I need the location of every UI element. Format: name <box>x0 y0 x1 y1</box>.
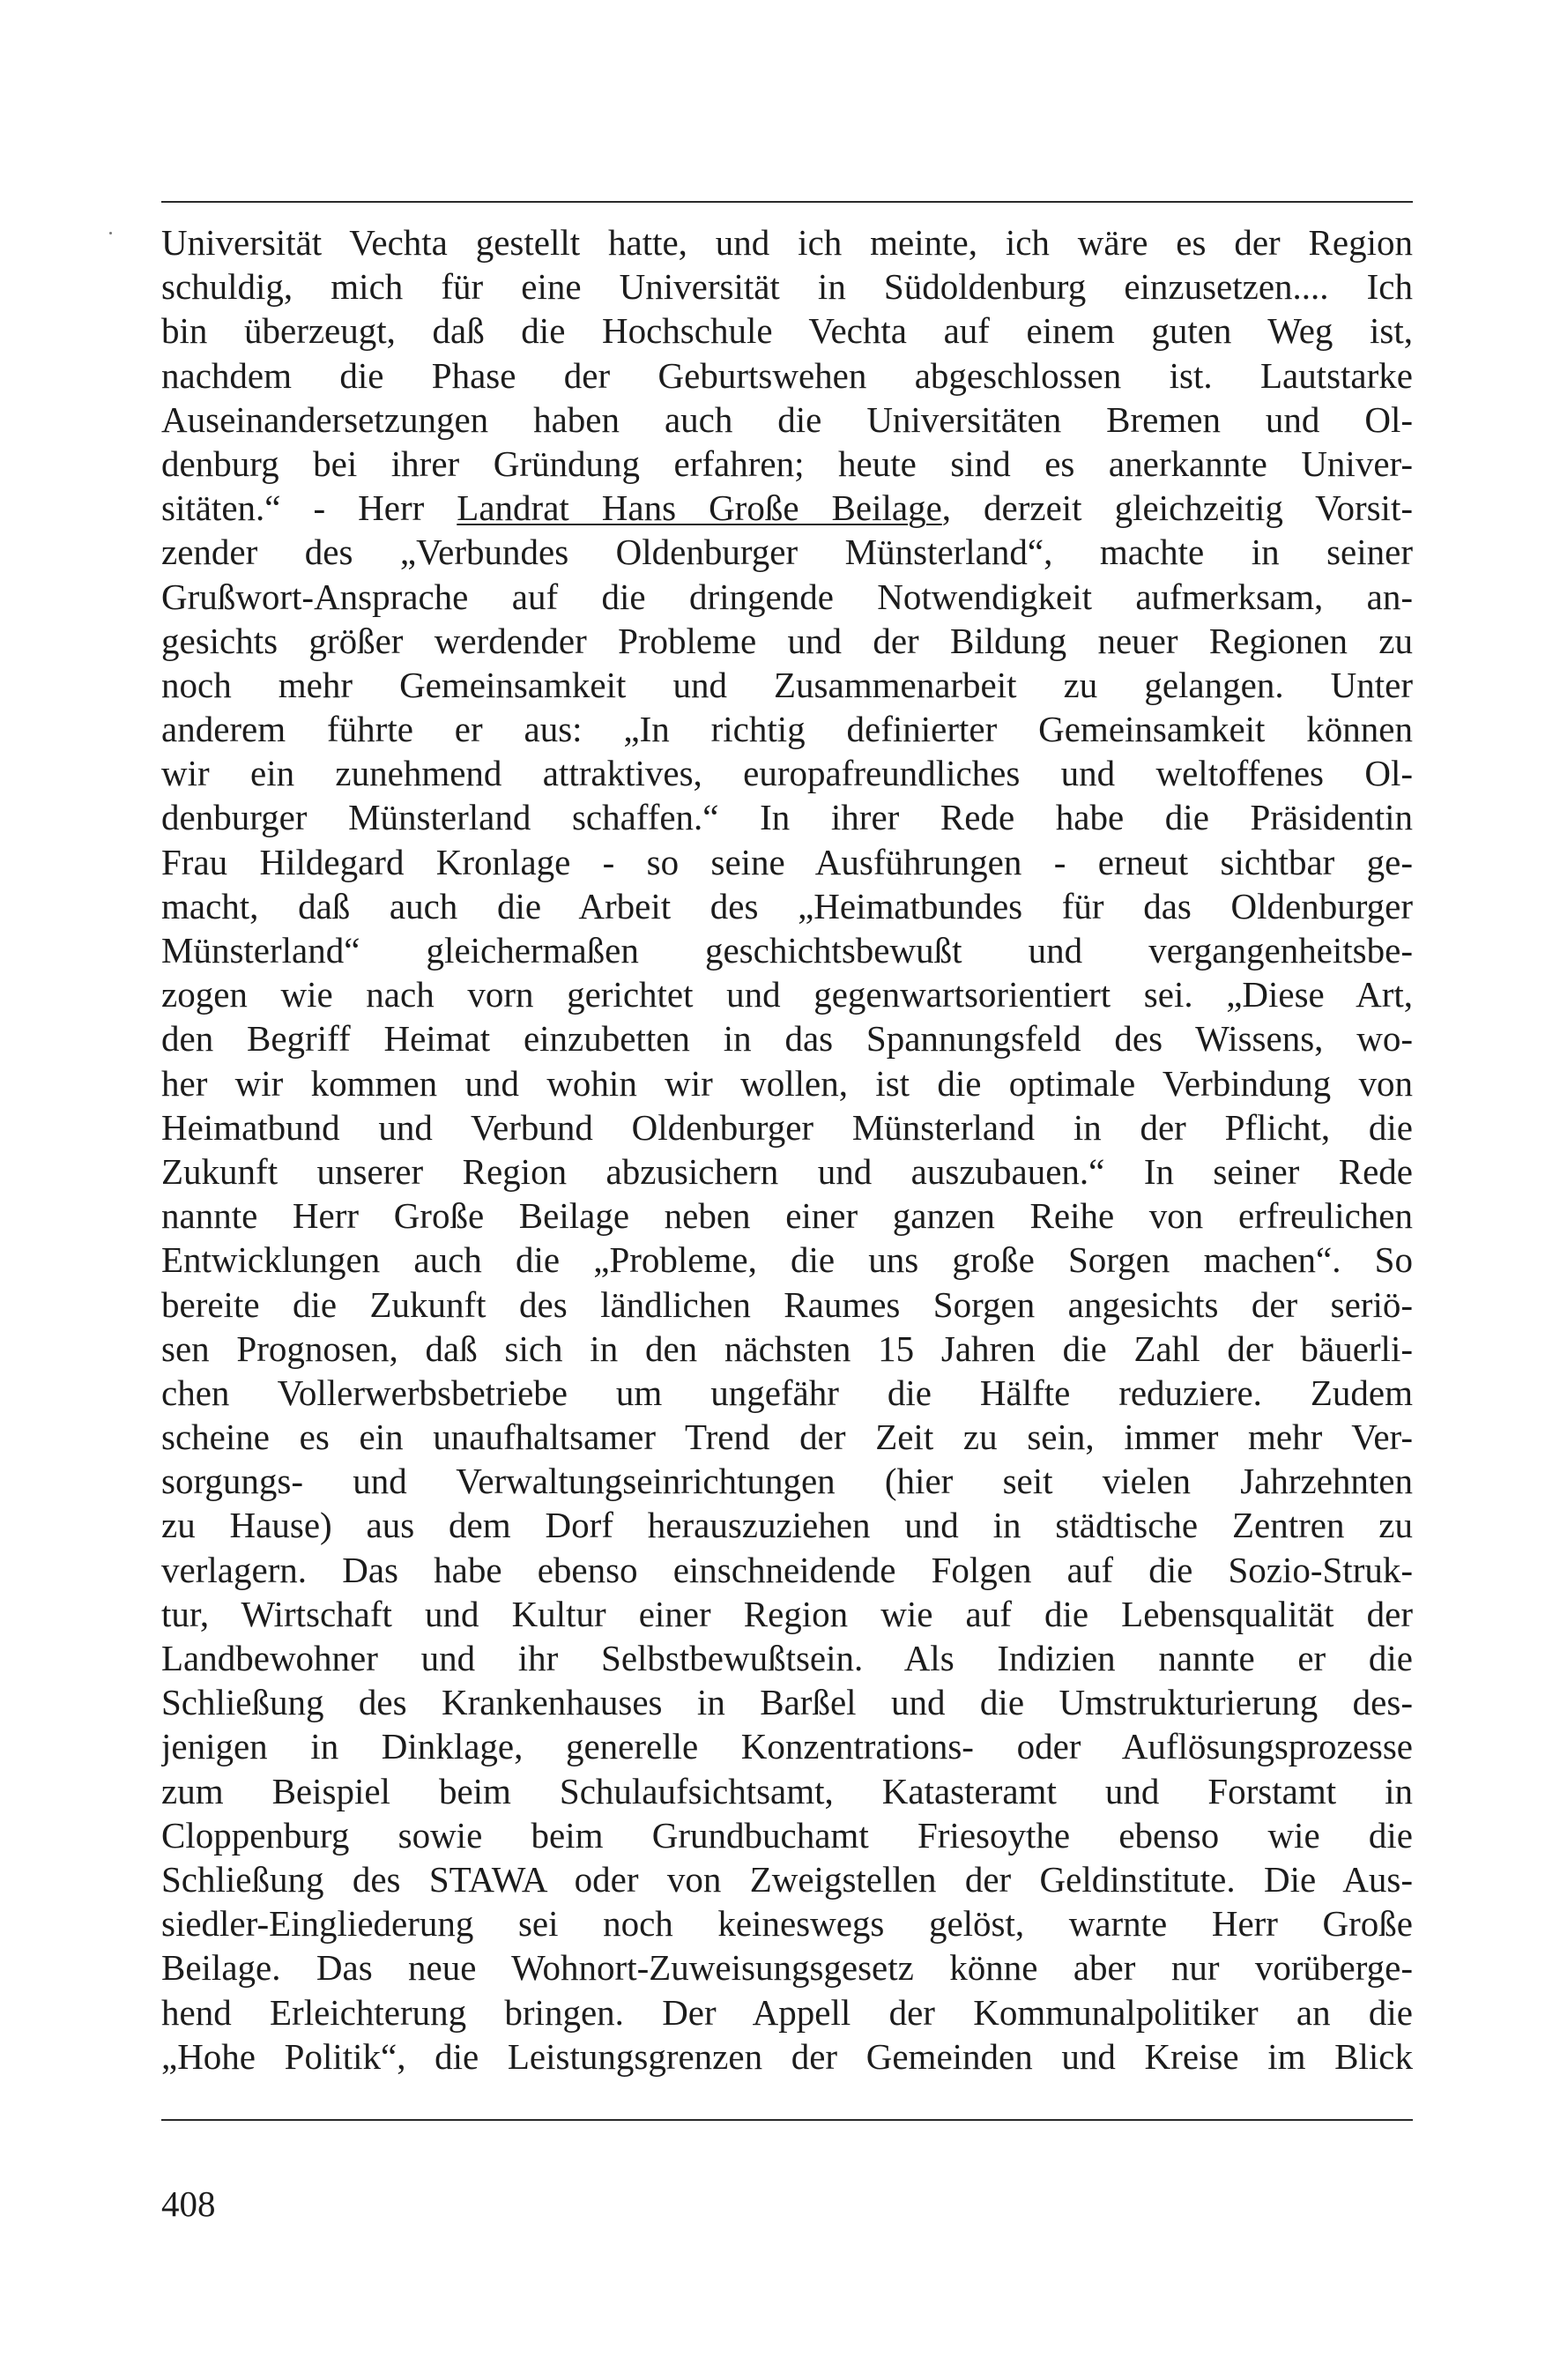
text-line: hend Erleichterung bringen. Der Appell der Kommunalpolitiker an die <box>161 1991 1413 2033</box>
text-line: nannte Herr Große Beilage neben einer ganzen Reihe von erfreulichen <box>161 1195 1413 1237</box>
text-line: anderem führte er aus: „In richtig definierter Gemeinsamkeit können <box>161 709 1413 750</box>
text-line: siedler-Eingliederung sei noch keineswegs gelöst, warnte Herr Große <box>161 1903 1413 1945</box>
text-line: zender des „Verbundes Oldenburger Münsterland“, machte in seiner <box>161 532 1413 573</box>
text-line: bereite die Zukunft des ländlichen Raumes Sorgen angesichts der seriö- <box>161 1283 1413 1325</box>
text-line: Frau Hildegard Kronlage - so seine Ausführungen - erneut sichtbar ge- <box>161 841 1413 882</box>
text-line: sen Prognosen, daß sich in den nächsten 15 Jahren die Zahl der bäuerli- <box>161 1328 1413 1369</box>
text-line: Münsterland“ gleichermaßen geschichtsbewußt und vergangenheitsbe- <box>161 930 1413 971</box>
text-line: chen Vollerwerbsbetriebe um ungefähr die Hälfte reduziere. Zudem <box>161 1372 1413 1413</box>
text-line: Zukunft unserer Region abzusichern und auszubauen.“ In seiner Rede <box>161 1150 1413 1192</box>
text-line: denburg bei ihrer Gründung erfahren; heute sind es anerkannte Univer- <box>161 443 1413 484</box>
body-text <box>161 220 1413 2079</box>
text-line: Schließung des STAWA oder von Zweigstellen der Geldinstitute. Die Aus- <box>161 1858 1413 1900</box>
text-line: Universität Vechta gestellt hatte, und ich meinte, ich wäre es der Region <box>161 222 1413 263</box>
text-line: Entwicklungen auch die „Probleme, die uns große Sorgen machen“. So <box>161 1239 1413 1281</box>
text-line: Cloppenburg sowie beim Grundbuchamt Friesoythe ebenso wie die <box>161 1814 1413 1856</box>
text-line: gesichts größer werdender Probleme und der Bildung neuer Regionen zu <box>161 620 1413 661</box>
text-line: her wir kommen und wohin wir wollen, ist die optimale Verbindung von <box>161 1062 1413 1104</box>
text-line: zum Beispiel beim Schulaufsichtsamt, Katasteramt und Forstamt in <box>161 1770 1413 1811</box>
text-line: schuldig, mich für eine Universität in Südoldenburg einzusetzen.... Ich <box>161 266 1413 308</box>
scan-speck <box>109 232 112 234</box>
text-line: Beilage. Das neue Wohnort-Zuweisungsgesetz könne aber nur vorüberge- <box>161 1947 1413 1989</box>
text-line: den Begriff Heimat einzubetten in das Spannungsfeld des Wissens, wo- <box>161 1018 1413 1060</box>
text-line: bin überzeugt, daß die Hochschule Vechta auf einem guten Weg ist, <box>161 310 1413 352</box>
text-line: Auseinandersetzungen haben auch die Universitäten Bremen und Ol- <box>161 398 1413 440</box>
top-rule <box>161 201 1413 203</box>
text-line: scheine es ein unaufhaltsamer Trend der Zeit zu sein, immer mehr Ver- <box>161 1417 1413 1458</box>
text-line: macht, daß auch die Arbeit des „Heimatbundes für das Oldenburger <box>161 885 1413 926</box>
bottom-rule <box>161 2119 1413 2121</box>
text-line <box>161 486 1413 530</box>
text-line: verlagern. Das habe ebenso einschneidende Folgen auf die Sozio-Struk- <box>161 1549 1413 1590</box>
text-line: jenigen in Dinklage, generelle Konzentrations- oder Auflösungsprozesse <box>161 1726 1413 1767</box>
text-line-end: , derzeit gleichzeitig Vorsit- <box>941 487 1413 529</box>
text-line: sorgungs- und Verwaltungseinrichtungen (hier seit vielen Jahrzehnten <box>161 1461 1413 1502</box>
text-line: Schließung des Krankenhauses in Barßel und die Umstrukturierung des- <box>161 1682 1413 1723</box>
text-line: nachdem die Phase der Geburtswehen abgeschlossen ist. Lautstarke <box>161 354 1413 396</box>
underlined-name: Landrat Hans Große Beilage <box>457 487 942 529</box>
text-line: tur, Wirtschaft und Kultur einer Region wie auf die Lebensqualität der <box>161 1593 1413 1634</box>
text-line-start: sitäten.“ - Herr <box>161 487 457 529</box>
text-line: noch mehr Gemeinsamkeit und Zusammenarbeit zu gelangen. Unter <box>161 664 1413 705</box>
text-line: Heimatbund und Verbund Oldenburger Münsterland in der Pflicht, die <box>161 1106 1413 1148</box>
text-line: „Hohe Politik“, die Leistungsgrenzen der Gemeinden und Kreise im Blick <box>161 2035 1413 2077</box>
text-line: denburger Münsterland schaffen.“ In ihrer Rede habe die Präsidentin <box>161 797 1413 838</box>
text-line: zu Hause) aus dem Dorf herauszuziehen und in städtische Zentren zu <box>161 1505 1413 1546</box>
text-line: wir ein zunehmend attraktives, europafreundliches und weltoffenes Ol- <box>161 753 1413 794</box>
text-line: Landbewohner und ihr Selbstbewußtsein. Als Indizien nannte er die <box>161 1638 1413 1678</box>
text-line: Grußwort-Ansprache auf die dringende Notwendigkeit aufmerksam, an- <box>161 576 1413 617</box>
page-number: 408 <box>161 2183 216 2224</box>
text-line: zogen wie nach vorn gerichtet und gegenwartsorientiert sei. „Diese Art, <box>161 974 1413 1015</box>
